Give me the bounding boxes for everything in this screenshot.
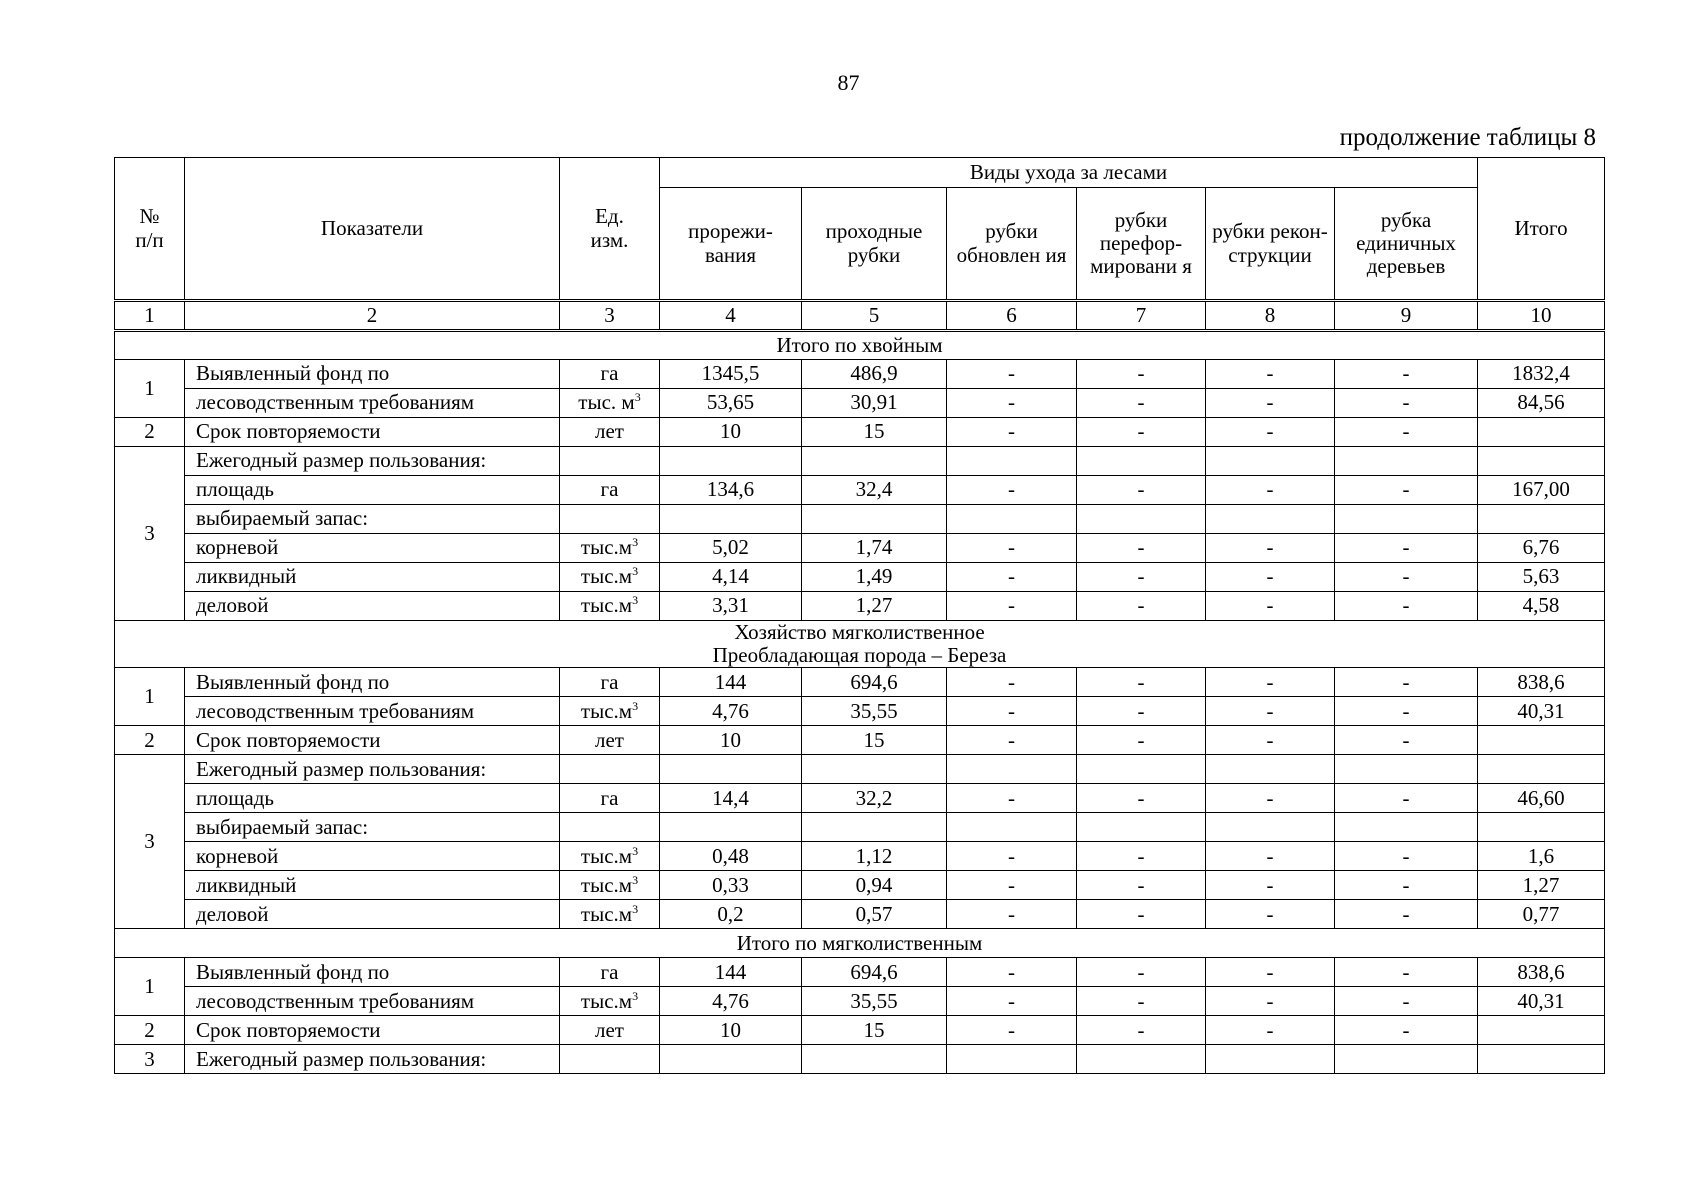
value-cell: - xyxy=(1335,534,1478,563)
row-label: Срок повторяемости xyxy=(185,418,560,447)
table-caption: продолжение таблицы 8 xyxy=(1339,124,1596,151)
row-number: 2 xyxy=(115,726,185,755)
value-cell: 30,91 xyxy=(802,389,947,418)
value-cell xyxy=(1478,1016,1605,1045)
value-cell: - xyxy=(1335,360,1478,389)
value-cell: 5,63 xyxy=(1478,563,1605,592)
value-cell: - xyxy=(1077,418,1206,447)
empty-cell xyxy=(660,813,802,842)
empty-cell xyxy=(1335,505,1478,534)
unit-cell xyxy=(560,697,660,726)
empty-cell xyxy=(660,505,802,534)
unit-cell xyxy=(560,1016,660,1045)
header-total: Итого xyxy=(1478,158,1605,301)
column-number: 5 xyxy=(802,301,947,331)
empty-cell xyxy=(1077,1045,1206,1074)
value-cell: - xyxy=(1335,418,1478,447)
value-cell: 486,9 xyxy=(802,360,947,389)
table-row xyxy=(115,418,1605,447)
unit-cell xyxy=(560,784,660,813)
value-cell: 84,56 xyxy=(1478,389,1605,418)
empty-cell xyxy=(660,447,802,476)
row-number: 1 xyxy=(115,668,185,726)
header-col: рубки обновлен ия xyxy=(947,188,1077,301)
value-cell: - xyxy=(1077,987,1206,1016)
empty-cell xyxy=(1335,447,1478,476)
section-title-line: Итого по хвойным xyxy=(776,332,943,357)
section-title-row xyxy=(115,331,1605,360)
empty-cell xyxy=(560,755,660,784)
section-title-line: Преобладающая порода – Береза xyxy=(712,643,1007,668)
unit-text: тыс.м xyxy=(580,593,633,618)
column-number: 9 xyxy=(1335,301,1478,331)
value-cell: - xyxy=(1077,592,1206,621)
table-row xyxy=(115,592,1605,621)
value-cell: 144 xyxy=(660,668,802,697)
value-cell: 4,58 xyxy=(1478,592,1605,621)
empty-cell xyxy=(1335,813,1478,842)
page-number: 87 xyxy=(837,70,860,95)
value-cell: - xyxy=(1077,389,1206,418)
value-cell: - xyxy=(1077,784,1206,813)
value-cell: 6,76 xyxy=(1478,534,1605,563)
unit-exponent: 3 xyxy=(632,988,639,1003)
row-label: Выявленный фонд по xyxy=(185,668,560,697)
value-cell: - xyxy=(1335,871,1478,900)
table-row xyxy=(115,389,1605,418)
value-cell: - xyxy=(947,389,1077,418)
empty-cell xyxy=(1335,755,1478,784)
value-cell: - xyxy=(947,900,1077,929)
unit-exponent: 3 xyxy=(632,872,639,887)
row-label: Срок повторяемости xyxy=(185,1016,560,1045)
column-number: 1 xyxy=(115,301,185,331)
unit-text: лет xyxy=(595,727,624,752)
value-cell: - xyxy=(1335,987,1478,1016)
value-cell: 0,57 xyxy=(802,900,947,929)
value-cell: - xyxy=(1077,726,1206,755)
table-row xyxy=(115,563,1605,592)
value-cell: 134,6 xyxy=(660,476,802,505)
value-cell: 14,4 xyxy=(660,784,802,813)
section-title-line: Хозяйство мягколиственное xyxy=(734,620,985,644)
empty-cell xyxy=(947,813,1077,842)
table-row xyxy=(115,871,1605,900)
value-cell: - xyxy=(1077,958,1206,987)
empty-cell xyxy=(1077,447,1206,476)
table-row xyxy=(115,697,1605,726)
row-label: выбираемый запас: xyxy=(185,505,560,534)
unit-text: тыс.м xyxy=(580,901,633,926)
empty-cell xyxy=(802,755,947,784)
table-row xyxy=(115,534,1605,563)
column-number: 4 xyxy=(660,301,802,331)
value-cell: - xyxy=(947,360,1077,389)
empty-cell xyxy=(1478,1045,1605,1074)
unit-text: лет xyxy=(595,419,624,444)
unit-text: тыс.м xyxy=(580,988,633,1013)
value-cell: - xyxy=(1206,360,1335,389)
value-cell: 1,12 xyxy=(802,842,947,871)
empty-cell xyxy=(802,505,947,534)
value-cell: - xyxy=(947,726,1077,755)
row-label: Ежегодный размер пользования: xyxy=(185,755,560,784)
empty-cell xyxy=(802,813,947,842)
section-title-line: Итого по мягколиственным xyxy=(736,930,983,955)
value-cell: - xyxy=(947,871,1077,900)
column-number: 6 xyxy=(947,301,1077,331)
unit-cell xyxy=(560,389,660,418)
row-number: 2 xyxy=(115,418,185,447)
unit-cell xyxy=(560,987,660,1016)
row-number: 1 xyxy=(115,360,185,418)
unit-cell xyxy=(560,563,660,592)
value-cell: 167,00 xyxy=(1478,476,1605,505)
value-cell: - xyxy=(1077,534,1206,563)
value-cell: - xyxy=(1077,900,1206,929)
value-cell: - xyxy=(1077,871,1206,900)
value-cell: - xyxy=(1077,563,1206,592)
empty-cell xyxy=(660,1045,802,1074)
unit-text: тыс.м xyxy=(580,872,633,897)
value-cell: 15 xyxy=(802,726,947,755)
value-cell: 10 xyxy=(660,726,802,755)
header-num: № п/п xyxy=(115,158,185,301)
value-cell: 15 xyxy=(802,1016,947,1045)
value-cell: - xyxy=(947,697,1077,726)
value-cell: - xyxy=(947,1016,1077,1045)
value-cell: - xyxy=(1077,842,1206,871)
row-label: корневой xyxy=(185,534,560,563)
value-cell: - xyxy=(1335,726,1478,755)
value-cell: - xyxy=(1335,784,1478,813)
header-col: рубки рекон-струкции xyxy=(1206,188,1335,301)
value-cell: - xyxy=(947,958,1077,987)
value-cell: - xyxy=(947,534,1077,563)
unit-cell xyxy=(560,668,660,697)
table-row xyxy=(115,900,1605,929)
table-row xyxy=(115,447,1605,476)
column-number: 2 xyxy=(185,301,560,331)
unit-text: тыс.м xyxy=(580,698,633,723)
table-row xyxy=(115,755,1605,784)
value-cell: 32,4 xyxy=(802,476,947,505)
column-number: 8 xyxy=(1206,301,1335,331)
value-cell: - xyxy=(1206,563,1335,592)
unit-cell xyxy=(560,534,660,563)
column-number: 3 xyxy=(560,301,660,331)
row-number: 1 xyxy=(115,958,185,1016)
row-label: ликвидный xyxy=(185,871,560,900)
value-cell: 1,27 xyxy=(802,592,947,621)
section-title-row xyxy=(115,621,1605,668)
section-title xyxy=(115,331,1605,360)
empty-cell xyxy=(947,755,1077,784)
value-cell: 5,02 xyxy=(660,534,802,563)
value-cell: - xyxy=(1335,592,1478,621)
value-cell: 3,31 xyxy=(660,592,802,621)
value-cell: 35,55 xyxy=(802,697,947,726)
value-cell: - xyxy=(1077,360,1206,389)
value-cell: 694,6 xyxy=(802,958,947,987)
empty-cell xyxy=(1206,755,1335,784)
empty-cell xyxy=(947,1045,1077,1074)
unit-text: тыс.м xyxy=(580,843,633,868)
value-cell: 1,74 xyxy=(802,534,947,563)
value-cell: - xyxy=(1206,900,1335,929)
table-row xyxy=(115,726,1605,755)
row-label: Ежегодный размер пользования: xyxy=(185,447,560,476)
value-cell: 1,49 xyxy=(802,563,947,592)
row-label: лесоводственным требованиям xyxy=(185,389,560,418)
row-number: 3 xyxy=(115,447,185,621)
value-cell: 15 xyxy=(802,418,947,447)
row-label: корневой xyxy=(185,842,560,871)
header-col: прорежи-вания xyxy=(660,188,802,301)
empty-cell xyxy=(1478,505,1605,534)
value-cell: - xyxy=(1206,958,1335,987)
header-col: рубки перефор-мировани я xyxy=(1077,188,1206,301)
table-row xyxy=(115,987,1605,1016)
value-cell: - xyxy=(1206,726,1335,755)
value-cell: - xyxy=(1335,1016,1478,1045)
row-label: Выявленный фонд по xyxy=(185,360,560,389)
value-cell: 838,6 xyxy=(1478,958,1605,987)
row-label: деловой xyxy=(185,900,560,929)
value-cell: - xyxy=(1206,668,1335,697)
value-cell: - xyxy=(1206,987,1335,1016)
table-row xyxy=(115,505,1605,534)
empty-cell xyxy=(1335,1045,1478,1074)
header-group: Виды ухода за лесами xyxy=(660,158,1478,188)
value-cell: - xyxy=(1335,900,1478,929)
value-cell: - xyxy=(1206,842,1335,871)
unit-text: лет xyxy=(595,1017,624,1042)
empty-cell xyxy=(560,813,660,842)
row-label: выбираемый запас: xyxy=(185,813,560,842)
empty-cell xyxy=(1478,813,1605,842)
value-cell: 838,6 xyxy=(1478,668,1605,697)
table-row xyxy=(115,360,1605,389)
unit-cell xyxy=(560,418,660,447)
row-label: Ежегодный размер пользования: xyxy=(185,1045,560,1074)
value-cell: 0,2 xyxy=(660,900,802,929)
value-cell: - xyxy=(947,592,1077,621)
value-cell: 40,31 xyxy=(1478,697,1605,726)
empty-cell xyxy=(1206,1045,1335,1074)
unit-cell xyxy=(560,476,660,505)
unit-text: га xyxy=(600,477,619,502)
empty-cell xyxy=(560,447,660,476)
unit-exponent: 3 xyxy=(634,390,641,405)
value-cell: 40,31 xyxy=(1478,987,1605,1016)
row-label: деловой xyxy=(185,592,560,621)
value-cell: 0,48 xyxy=(660,842,802,871)
value-cell: - xyxy=(1335,842,1478,871)
forest-care-table xyxy=(114,157,1605,1074)
value-cell: - xyxy=(1335,476,1478,505)
unit-exponent: 3 xyxy=(632,564,639,579)
row-label: площадь xyxy=(185,784,560,813)
value-cell: 10 xyxy=(660,1016,802,1045)
unit-text: тыс. м xyxy=(578,390,635,415)
empty-cell xyxy=(947,447,1077,476)
value-cell: - xyxy=(1077,668,1206,697)
header-indicators: Показатели xyxy=(185,158,560,301)
value-cell: 1345,5 xyxy=(660,360,802,389)
table-row xyxy=(115,813,1605,842)
row-number: 3 xyxy=(115,1045,185,1074)
value-cell: 0,33 xyxy=(660,871,802,900)
value-cell: 53,65 xyxy=(660,389,802,418)
row-number: 3 xyxy=(115,755,185,929)
value-cell: - xyxy=(1206,697,1335,726)
unit-exponent: 3 xyxy=(632,843,639,858)
unit-text: тыс.м xyxy=(580,535,633,560)
value-cell: - xyxy=(1206,389,1335,418)
header-unit: Ед. изм. xyxy=(560,158,660,301)
empty-cell xyxy=(1478,755,1605,784)
value-cell: 0,94 xyxy=(802,871,947,900)
value-cell xyxy=(1478,418,1605,447)
value-cell: 1,27 xyxy=(1478,871,1605,900)
unit-cell xyxy=(560,842,660,871)
empty-cell xyxy=(802,447,947,476)
unit-exponent: 3 xyxy=(632,901,639,916)
unit-cell xyxy=(560,871,660,900)
value-cell: 694,6 xyxy=(802,668,947,697)
section-title-row xyxy=(115,929,1605,958)
unit-text: га xyxy=(600,959,619,984)
unit-text: тыс.м xyxy=(580,564,633,589)
value-cell: - xyxy=(947,987,1077,1016)
value-cell: - xyxy=(1335,958,1478,987)
unit-cell xyxy=(560,726,660,755)
empty-cell xyxy=(1478,447,1605,476)
value-cell: - xyxy=(1335,389,1478,418)
table-row xyxy=(115,958,1605,987)
value-cell: - xyxy=(1335,563,1478,592)
empty-cell xyxy=(1077,813,1206,842)
unit-exponent: 3 xyxy=(632,593,639,608)
unit-exponent: 3 xyxy=(632,535,639,550)
empty-cell xyxy=(560,1045,660,1074)
value-cell: - xyxy=(1077,1016,1206,1045)
empty-cell xyxy=(1206,505,1335,534)
value-cell: - xyxy=(1206,592,1335,621)
value-cell: - xyxy=(1206,871,1335,900)
value-cell: 32,2 xyxy=(802,784,947,813)
value-cell: - xyxy=(947,842,1077,871)
table-row xyxy=(115,476,1605,505)
unit-text: га xyxy=(600,669,619,694)
value-cell: - xyxy=(947,563,1077,592)
row-label: Срок повторяемости xyxy=(185,726,560,755)
value-cell: - xyxy=(1206,784,1335,813)
header-col: проходные рубки xyxy=(802,188,947,301)
value-cell: 1,6 xyxy=(1478,842,1605,871)
value-cell: - xyxy=(1335,668,1478,697)
empty-cell xyxy=(1206,813,1335,842)
table-row xyxy=(115,784,1605,813)
unit-cell xyxy=(560,958,660,987)
value-cell: 35,55 xyxy=(802,987,947,1016)
row-label: лесоводственным требованиям xyxy=(185,697,560,726)
value-cell: - xyxy=(1335,697,1478,726)
unit-cell xyxy=(560,900,660,929)
table-row xyxy=(115,668,1605,697)
value-cell: - xyxy=(1206,1016,1335,1045)
column-number: 10 xyxy=(1478,301,1605,331)
empty-cell xyxy=(660,755,802,784)
value-cell: - xyxy=(1206,418,1335,447)
unit-cell xyxy=(560,360,660,389)
empty-cell xyxy=(802,1045,947,1074)
unit-text: га xyxy=(600,785,619,810)
row-label: ликвидный xyxy=(185,563,560,592)
value-cell: - xyxy=(1206,534,1335,563)
value-cell: - xyxy=(947,418,1077,447)
value-cell: 4,76 xyxy=(660,987,802,1016)
value-cell: 10 xyxy=(660,418,802,447)
value-cell: 4,76 xyxy=(660,697,802,726)
value-cell: - xyxy=(1077,476,1206,505)
row-label: Выявленный фонд по xyxy=(185,958,560,987)
value-cell: 1832,4 xyxy=(1478,360,1605,389)
value-cell: - xyxy=(947,668,1077,697)
value-cell: 0,77 xyxy=(1478,900,1605,929)
column-number: 7 xyxy=(1077,301,1206,331)
section-title xyxy=(115,621,1605,668)
value-cell: 144 xyxy=(660,958,802,987)
table-row xyxy=(115,1016,1605,1045)
unit-exponent: 3 xyxy=(632,698,639,713)
row-number: 2 xyxy=(115,1016,185,1045)
empty-cell xyxy=(1206,447,1335,476)
empty-cell xyxy=(560,505,660,534)
section-title xyxy=(115,929,1605,958)
header-col: рубка единичных деревьев xyxy=(1335,188,1478,301)
value-cell: 46,60 xyxy=(1478,784,1605,813)
value-cell: - xyxy=(947,476,1077,505)
row-label: лесоводственным требованиям xyxy=(185,987,560,1016)
value-cell xyxy=(1478,726,1605,755)
table-row xyxy=(115,842,1605,871)
value-cell: - xyxy=(947,784,1077,813)
empty-cell xyxy=(1077,755,1206,784)
table-row xyxy=(115,1045,1605,1074)
unit-cell xyxy=(560,592,660,621)
empty-cell xyxy=(1077,505,1206,534)
row-label: площадь xyxy=(185,476,560,505)
value-cell: - xyxy=(1077,697,1206,726)
value-cell: - xyxy=(1206,476,1335,505)
unit-text: га xyxy=(600,361,619,386)
empty-cell xyxy=(947,505,1077,534)
value-cell: 4,14 xyxy=(660,563,802,592)
